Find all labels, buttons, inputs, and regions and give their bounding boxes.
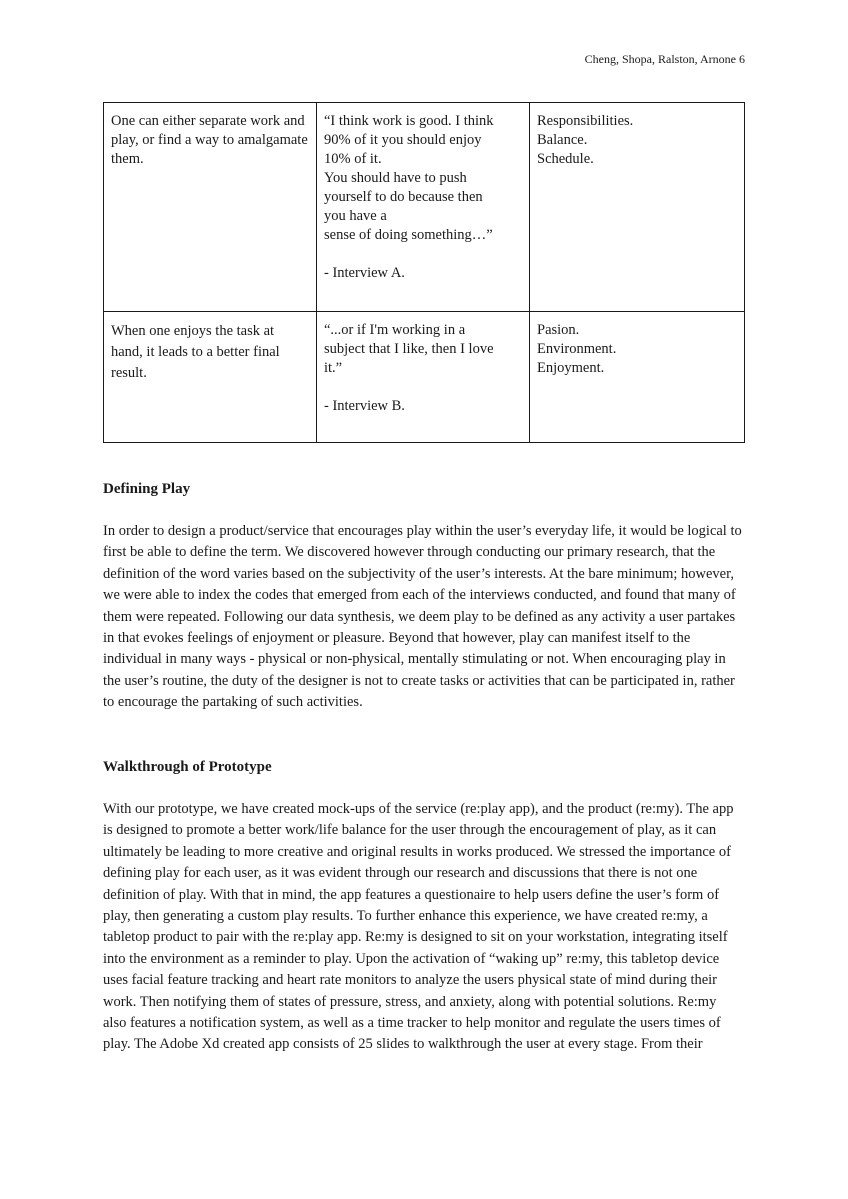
table-row (104, 103, 745, 312)
quote-cell (317, 312, 530, 443)
finding-text: One can either separate work and play, or find a way to amalgamate them. (111, 113, 308, 167)
section-heading: Walkthrough of Prototype (103, 759, 272, 775)
paragraph: With our prototype, we have created mock-ups of the service (re:play app), and the product (re:my). The app is designed to promote a better work/life balance for the user through the encouragement of play, as it can ultimately be leading to more creative and original results in works produced. We stressed the importance of defining play for each user, as it was evident through our research and discussions that there is not one definition of play. With that in mind, the app features a questionaire to help users define the user’s form of play, then generating a custom play results. To further enhance this experience, we have created re:my, a tabletop product to pair with the re:play app. Re:my is designed to sit on your workstation, integrating itself into the environment as a reminder to play. Upon the activation of “waking up” re:my, this tabletop device uses facial feature tracking and heart rate monitors to analyze the users physical state of mind during their work. Then notifying them of states of pressure, stress, and anxiety, along with potential solutions. Re:my also features a notification system, as well as a time tracker to help monitor and regulate the users times of play. The Adobe Xd created app consists of 25 slides to walkthrough the user at every stage. From their (103, 801, 734, 1053)
codes-cell (530, 312, 745, 443)
quote-text: “I think work is good. I think 90% of it you should enjoy 10% of it. You should have to push yourself to do because then you have a sense of doing something…” - Interview A. (324, 113, 494, 281)
codes-text: Pasion. Environment. Enjoyment. (537, 322, 617, 376)
paragraph: In order to design a product/service that encourages play within the user’s everyday life, it would be logical to first be able to define the term. We discovered however through conducting our primary research, that the definition of the word varies based on the subjectivity of the user’s interests. At the bare minimum; however, we were able to index the codes that emerged from each of the interviews conducted, and found that many of them were repeated. Following our data synthesis, we deem play to be defined as any activity a user partakes in that evokes feelings of enjoyment or pleasure. Beyond that however, play can manifest itself to the individual in many ways - physical or non-physical, mentally stimulating or not. When encouraging play in the user’s routine, the duty of the designer is not to create tasks or activities that can be participated in, rather to encourage the partaking of such activities. (103, 523, 742, 711)
findings-table (103, 102, 745, 443)
finding-text: When one enjoys the task at hand, it leads to a better final result. (111, 323, 280, 381)
quote-cell (317, 103, 530, 312)
quote-text: “...or if I'm working in a subject that I like, then I love it.” - Interview B. (324, 322, 494, 414)
codes-cell (530, 103, 745, 312)
running-header: Cheng, Shopa, Ralston, Arnone 6 (584, 52, 745, 66)
codes-text: Responsibilities. Balance. Schedule. (537, 113, 634, 167)
table-row (104, 312, 745, 443)
section-heading: Defining Play (103, 481, 191, 497)
finding-cell (104, 312, 317, 443)
finding-cell (104, 103, 317, 312)
